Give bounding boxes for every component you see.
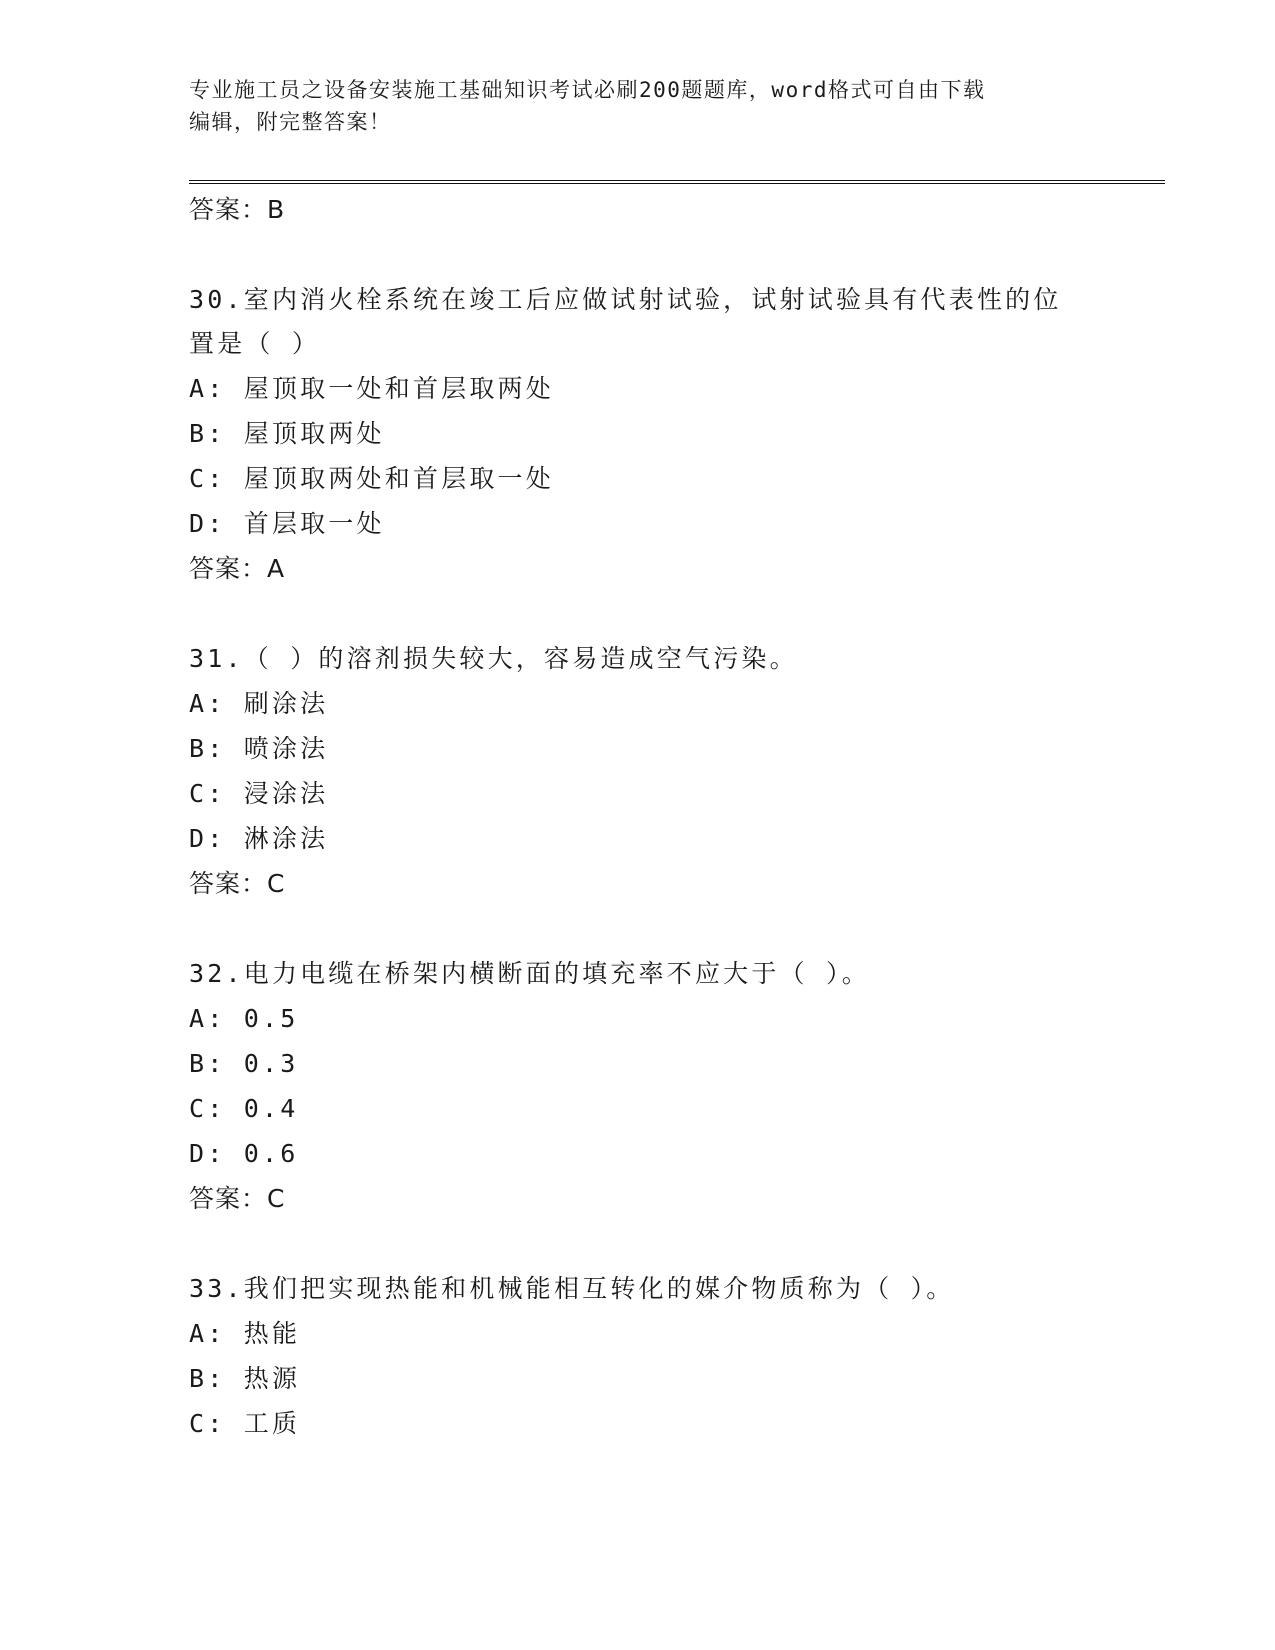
answer-label: 答案：A	[189, 554, 286, 583]
option-c: C: 0.4	[189, 1094, 299, 1123]
option-c: C: 工质	[189, 1409, 301, 1438]
question-stem: 32.电力电缆在桥架内横断面的填充率不应大于（ ）。	[189, 959, 870, 988]
page-header	[189, 74, 1089, 138]
option-c: C: 屋顶取两处和首层取一处	[189, 464, 554, 493]
header-line-2: 编辑，附完整答案！	[189, 110, 392, 134]
header-divider	[189, 180, 1165, 184]
option-d: D: 0.6	[189, 1139, 299, 1168]
option-c: C: 浸涂法	[189, 779, 329, 808]
option-b: B: 0.3	[189, 1049, 299, 1078]
option-b: B: 热源	[189, 1364, 301, 1393]
option-a: A: 屋顶取一处和首层取两处	[189, 374, 554, 403]
option-d: D: 淋涂法	[189, 824, 329, 853]
question-stem: 31.（ ）的溶剂损失较大，容易造成空气污染。	[189, 644, 798, 673]
answer-label: 答案：B	[189, 195, 286, 224]
option-d: D: 首层取一处	[189, 509, 385, 538]
question-stem-continued: 置是（ ）	[189, 329, 321, 358]
answer-label: 答案：C	[189, 1184, 286, 1213]
option-a: A: 热能	[189, 1319, 301, 1348]
option-a: A: 刷涂法	[189, 689, 329, 718]
question-stem: 30.室内消火栓系统在竣工后应做试射试验，试射试验具有代表性的位	[189, 285, 1062, 314]
answer-label: 答案：C	[189, 869, 286, 898]
header-line-1: 专业施工员之设备安装施工基础知识考试必刷200题题库，word格式可自由下载	[189, 78, 986, 102]
option-a: A: 0.5	[189, 1004, 299, 1033]
option-b: B: 喷涂法	[189, 734, 329, 763]
question-stem: 33.我们把实现热能和机械能相互转化的媒介物质称为（ ）。	[189, 1274, 955, 1303]
option-b: B: 屋顶取两处	[189, 419, 385, 448]
